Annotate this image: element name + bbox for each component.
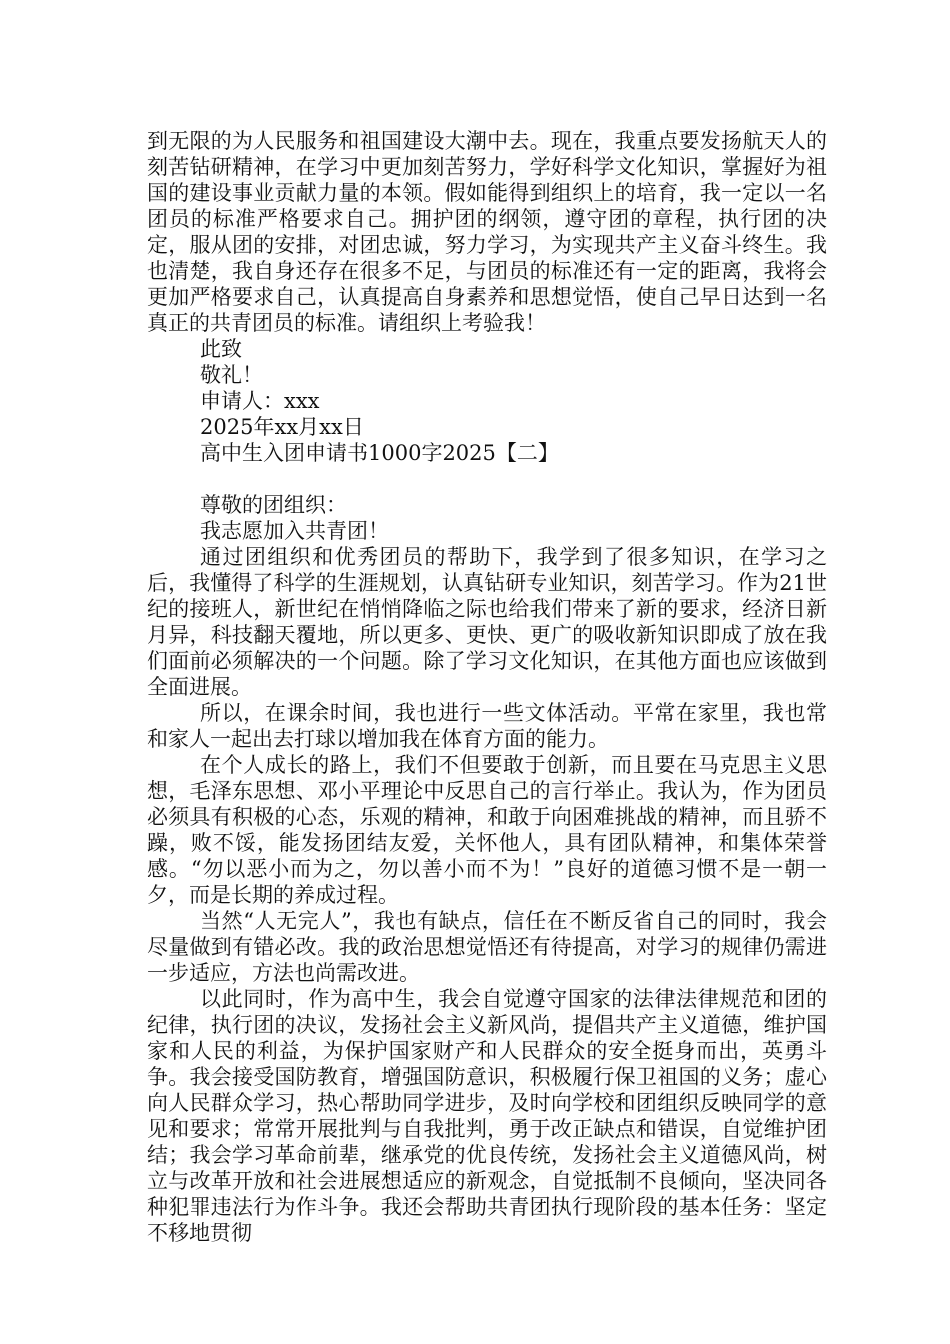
body-paragraph-5: 以此同时，作为高中生，我会自觉遵守国家的法律法律规范和团的纪律，执行团的决议，发扬社会主义新风尚，提倡共产主义道德，维护国家和人民的利益，为保护国家财产和人民群众的安全挺身而出，英勇斗争。我会接受国防教育，增强国防意识，积极履行保卫祖国的义务；虚心向人民群众学习，热心帮助同学进步，及时向学校和团组织反映同学的意见和要求；常常开展批判与自我批判，勇于改正缺点和错误，自觉维护团结；我会学习革命前辈，继承党的优良传统，发扬社会主义道德风尚，树立与改革开放和社会进展想适应的新观念，自觉抵制不良倾向，坚决同各种犯罪违法行为作斗争。我还会帮助共青团执行现阶段的基本任务：坚定不移地贯彻 xyxy=(147,987,827,1245)
document-page xyxy=(147,128,827,1246)
closing-regards: 敬礼！ xyxy=(200,363,263,387)
body-paragraph-4: 当然“人无完人”，我也有缺点，信任在不断反省自己的同时，我会尽量做到有错必改。我的政治思想觉悟还有待提高，对学习的规律仍需进一步适应，方法也尚需改进。 xyxy=(147,909,827,985)
greeting-line: 尊敬的团组织： xyxy=(200,493,347,517)
opening-line: 我志愿加入共青团！ xyxy=(200,519,389,543)
body-paragraph-3: 在个人成长的路上，我们不但要敢于创新，而且要在马克思主义思想，毛泽东思想、邓小平理论中反思自己的言行举止。我认为，作为团员必须具有积极的心态，乐观的精神，和敢于向困难挑战的精神，而且骄不躁，败不馁，能发扬团结友爱，关怀他人，具有团队精神，和集体荣誉感。“勿以恶小而为之，勿以善小而不为！”良好的道德习惯不是一朝一夕，而是长期的养成过程。 xyxy=(147,753,827,907)
blank-line xyxy=(147,466,827,492)
closing-salutation: 此致 xyxy=(200,337,242,361)
body-paragraph-2: 所以，在课余时间，我也进行一些文体活动。平常在家里，我也常和家人一起出去打球以增加我在体育方面的能力。 xyxy=(147,701,827,751)
date-line: 2025年xx月xx日 xyxy=(200,415,364,439)
applicant-line: 申请人：xxx xyxy=(200,389,320,413)
section-title: 高中生入团申请书1000字2025【二】 xyxy=(200,441,559,465)
continuation-paragraph: 到无限的为人民服务和祖国建设大潮中去。现在，我重点要发扬航天人的刻苦钻研精神，在学习中更加刻苦努力，学好科学文化知识，掌握好为祖国的建设事业贡献力量的本领。假如能得到组织上的培育，我一定以一名团员的标准严格要求自己。拥护团的纲领，遵守团的章程，执行团的决定，服从团的安排，对团忠诚，努力学习，为实现共产主义奋斗终生。我也清楚，我自身还存在很多不足，与团员的标准还有一定的距离，我将会更加严格要求自己，认真提高自身素养和思想觉悟，使自己早日达到一名真正的共青团员的标准。请组织上考验我！ xyxy=(147,129,827,335)
body-paragraph-1: 通过团组织和优秀团员的帮助下，我学到了很多知识，在学习之后，我懂得了科学的生涯规划，认真钻研专业知识，刻苦学习。作为21世纪的接班人，新世纪在悄悄降临之际也给我们带来了新的要求，经济日新月异，科技翻天覆地，所以更多、更快、更广的吸收新知识即成了放在我们面前必须解决的一个问题。除了学习文化知识，在其他方面也应该做到全面进展。 xyxy=(147,545,827,699)
